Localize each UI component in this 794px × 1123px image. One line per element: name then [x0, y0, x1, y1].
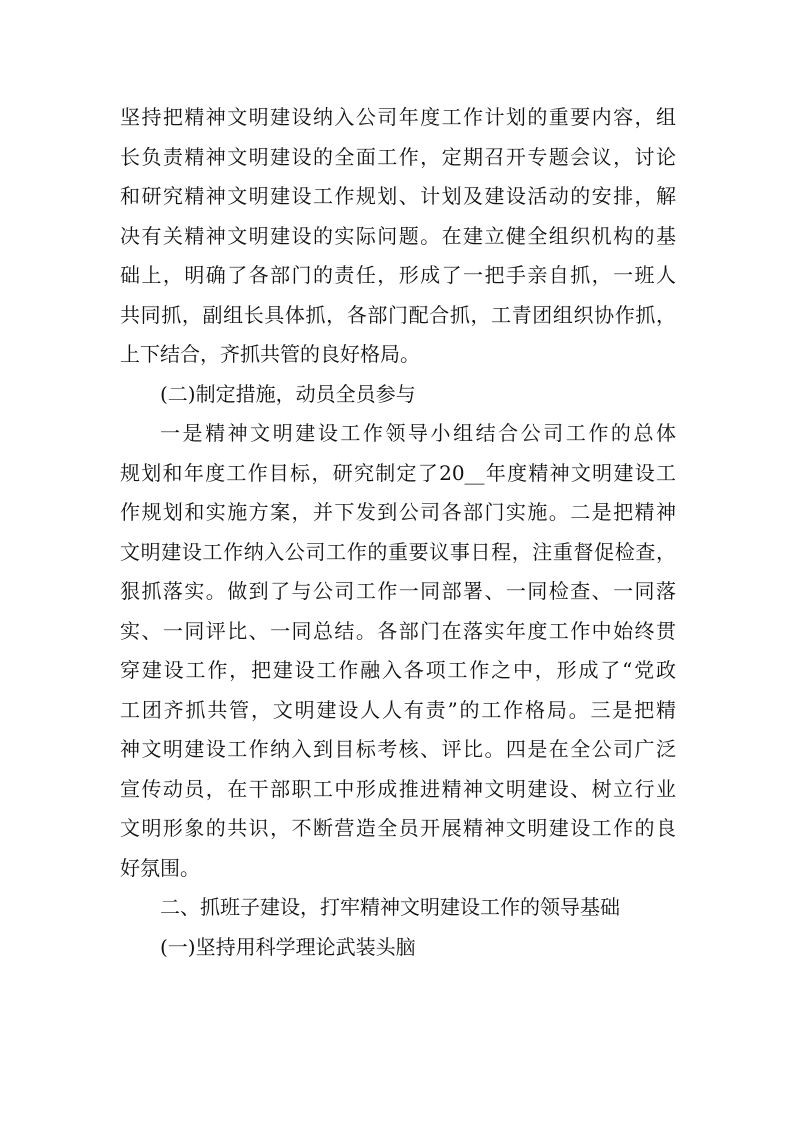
heading-text: 二、抓班子建设，打牢精神文明建设工作的领导基础: [160, 895, 620, 919]
text-line: 神文明建设工作纳入到目标考核、评比。四是在全公司广泛: [120, 737, 676, 761]
text-line: 狠抓落实。做到了与公司工作一同部署、一同检查、一同落: [120, 579, 676, 603]
text-line: 坚持把精神文明建设纳入公司年度工作计划的重要内容，组: [120, 105, 676, 129]
paragraph-measures: [120, 414, 676, 888]
text-line: 穿建设工作，把建设工作融入各项工作之中，形成了“党政: [120, 658, 676, 682]
text-line: 长负责精神文明建设的全面工作，定期召开专题会议，讨论: [120, 144, 676, 169]
heading-text: (一)坚持用科学理论武装头脑: [160, 934, 416, 959]
text-line: 上下结合，齐抓共管的良好格局。: [120, 342, 420, 366]
section-heading-theory: [120, 928, 676, 968]
text-line: 和研究精神文明建设工作规划、计划及建设活动的安排，解: [120, 184, 676, 208]
text-line: 一是精神文明建设工作领导小组结合公司工作的总体: [160, 421, 676, 445]
text-line: 实、一同评比、一同总结。各部门在落实年度工作中始终贯: [120, 618, 676, 643]
section-heading-team-building: [120, 888, 676, 928]
text-line: 规划和年度工作目标，研究制定了20__年度精神文明建设工: [120, 460, 676, 485]
text-line: 好氛围。: [120, 855, 200, 880]
section-heading-measures: [120, 375, 676, 415]
text-line: 宣传动员，在干部职工中形成推进精神文明建设、树立行业: [120, 776, 676, 801]
text-line: 作规划和实施方案，并下发到公司各部门实施。二是把精神: [120, 500, 676, 524]
paragraph-leadership: [120, 98, 676, 375]
text-line: 决有关精神文明建设的实际问题。在建立健全组织机构的基: [120, 223, 676, 248]
heading-text: (二)制定措施，动员全员参与: [160, 381, 416, 406]
text-line: 共同抓，副组长具体抓，各部门配合抓，工青团组织协作抓，: [120, 302, 676, 327]
document-body: [120, 98, 676, 967]
text-line: 础上，明确了各部门的责任，形成了一把手亲自抓，一班人: [120, 263, 676, 287]
text-line: 文明形象的共识，不断营造全员开展精神文明建设工作的良: [120, 816, 676, 840]
text-line: 工团齐抓共管，文明建设人人有责”的工作格局。三是把精: [120, 697, 676, 722]
text-line: 文明建设工作纳入公司工作的重要议事日程，注重督促检查，: [120, 539, 676, 564]
